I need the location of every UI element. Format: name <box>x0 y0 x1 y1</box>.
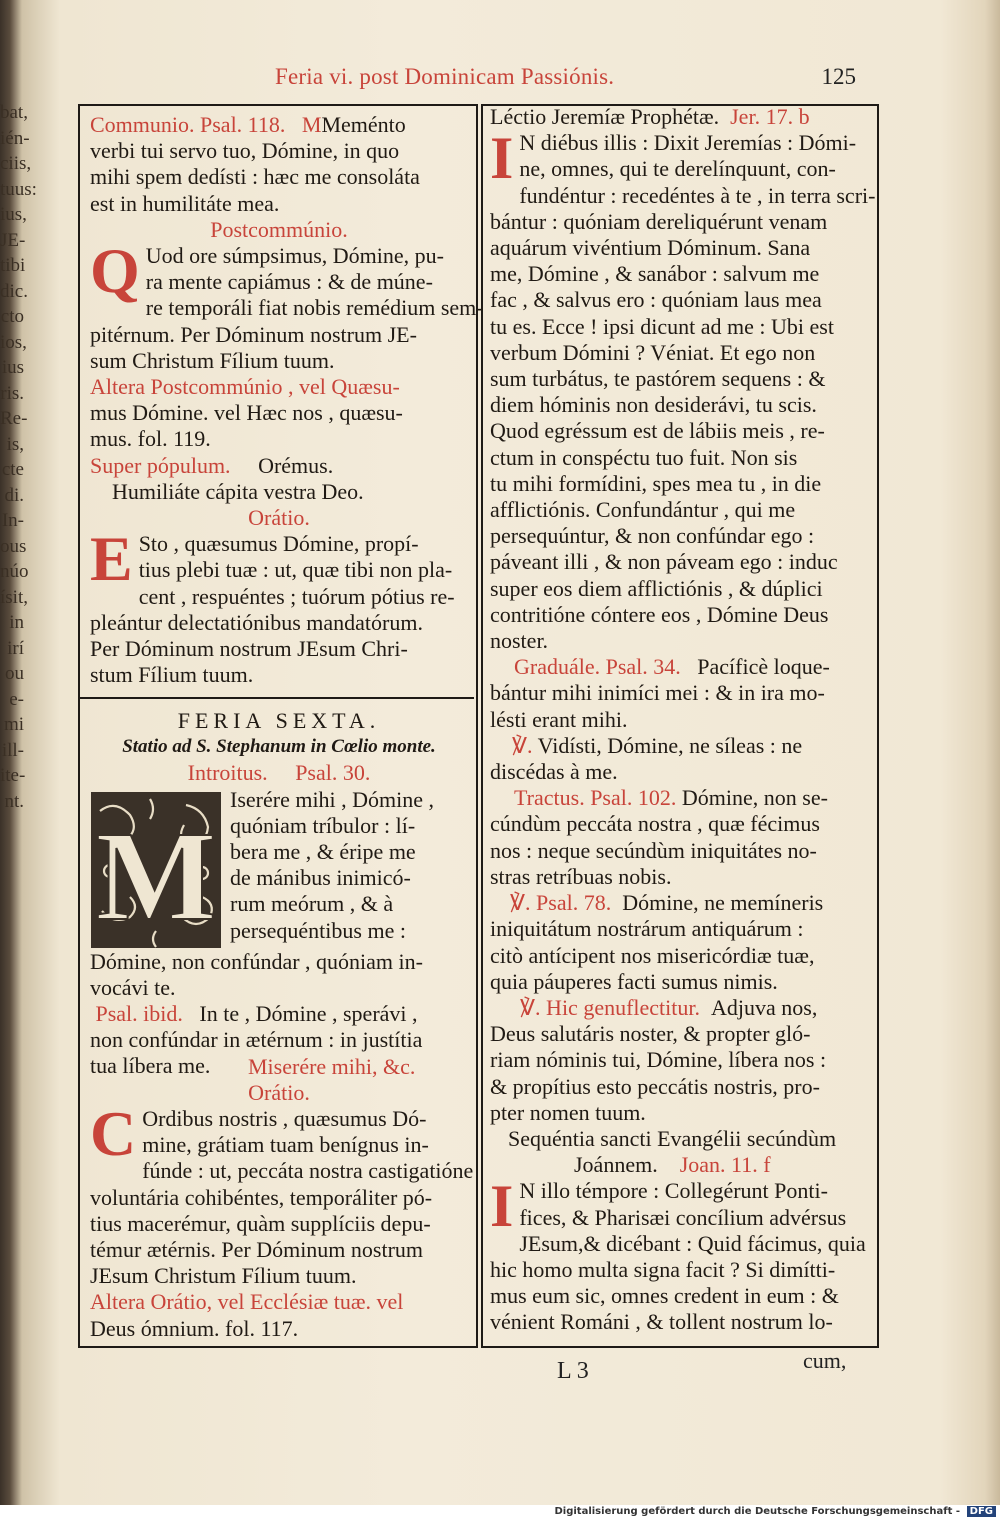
altera-oratio-2: Deus ómnium. fol. 117. <box>90 1315 299 1341</box>
lectio-line: fac , & salvus ero : quóniam laus mea <box>490 287 822 313</box>
previous-page-fragment: ou <box>5 663 24 684</box>
versicle-2-line: iniquitátum nostrárum antiquárum : <box>490 916 804 942</box>
oratio-1-line: Sto , quæsumus Dómine, propí- <box>138 531 419 557</box>
oratio-2-initial: C <box>90 1098 137 1170</box>
lectio-line: persequúntur, & non confúndar ego : <box>490 523 815 549</box>
previous-page-fragment: tibi <box>0 255 26 276</box>
tractus-text: Dómine, non se- <box>681 785 828 811</box>
digitization-footer <box>0 1505 1000 1521</box>
oratio-2-line: voluntária cohibéntes, temporáliter pó- <box>90 1184 433 1210</box>
graduale-label: Graduále. Psal. 34. <box>514 654 681 680</box>
versicle-1b: discédas à me. <box>490 759 618 785</box>
previous-page-fragment: is, <box>6 433 24 455</box>
previous-page-fragment: in <box>9 612 24 633</box>
joannem: Joánnem. <box>574 1152 658 1178</box>
left-column-lower <box>90 706 474 1342</box>
running-head <box>90 64 880 98</box>
lectio-line: ctum in conspéctu tuo fuit. Non sis <box>490 444 798 470</box>
previous-page-fragment: ris. <box>0 382 24 404</box>
previous-page-fragment: nt. <box>4 790 24 812</box>
postcommunio-line: Uod ore súmpsimus, Dómine, pu- <box>145 243 444 269</box>
lectio-line: contritióne cóntere eos , Dómine Deus <box>490 601 829 627</box>
lectio-block <box>490 125 876 654</box>
oratio-1-initial: E <box>90 523 133 595</box>
dfg-logo: DFG <box>967 1506 996 1517</box>
oratio-1-text <box>90 523 468 688</box>
introitus-block <box>90 786 468 947</box>
previous-page-fragment: ius <box>1 357 24 378</box>
altera-postcommunio-2: mus Dómine. vel Hæc nos , quæsu- <box>90 400 403 426</box>
oratio-2-line: JEsum Christum Fílium tuum. <box>90 1263 357 1289</box>
previous-page-fragment: cte <box>1 459 24 480</box>
previous-page-fragment: JE- <box>0 229 26 251</box>
genuflectitur-line <box>490 995 870 1021</box>
genuflectitur-line: riam nóminis tui, Dómine, líbera nos : <box>490 1047 827 1073</box>
oratio-2-block <box>90 1098 474 1289</box>
right-column <box>490 104 876 1336</box>
oratio-1-line: tius plebi tuæ : ut, quæ tibi non pla- <box>138 557 453 583</box>
graduale-line <box>490 654 870 680</box>
previous-page-fragment: bat, <box>0 102 28 123</box>
introitus-line: de mánibus inimicó- <box>230 865 411 891</box>
evangelium-line: JEsum,& dicébant : Quid fácimus, quia <box>519 1230 866 1256</box>
oratio-2-line: fúnde : ut, peccáta nostra castigatióne <box>142 1158 474 1184</box>
previous-page-fragment: ius, <box>0 204 27 225</box>
tractus-continued <box>490 811 870 890</box>
signature-mark: L 3 <box>557 1358 589 1384</box>
previous-page-fragment: ill- <box>1 739 24 761</box>
oratio-2-line: témur ætérnis. Per Dóminum nostrum <box>90 1237 424 1263</box>
versicle-2-text: Dómine, ne memíneris <box>622 890 824 916</box>
tractus-line <box>490 785 870 811</box>
section-rule <box>80 697 474 699</box>
graduale-line: lésti erant mihi. <box>490 706 628 732</box>
previous-page-fragment: e- <box>9 688 24 710</box>
oratio-2-line: Ordibus nostris , quæsumus Dó- <box>142 1106 427 1132</box>
previous-page-fragment: ién- <box>0 127 30 149</box>
previous-page-fragment: di. <box>4 484 24 506</box>
psal-ibid-text: In te , Dómine , sperávi , <box>199 1001 418 1027</box>
lectio-line: aquárum vivéntium Dóminum. Sana <box>490 235 811 261</box>
genuflectitur-continued <box>490 1021 870 1126</box>
humiliate-line: Humiliáte cápita vestra Deo. <box>112 478 364 504</box>
sequentia-line: Sequéntia sancti Evangélii secúndùm <box>508 1125 837 1151</box>
versicle-2-line: citò antícipent nos misericórdiæ tuæ, <box>490 942 815 968</box>
communio-text <box>90 138 468 217</box>
evangelium-line: hic homo multa signa facit ? Si dimítti- <box>490 1256 836 1282</box>
lectio-line: Quod egréssum est de lábiis meis , re- <box>490 418 825 444</box>
previous-page-fragment: ios, <box>0 331 27 353</box>
left-column-upper <box>90 112 484 688</box>
evangelium-block <box>490 1173 870 1335</box>
tractus-label: Tractus. Psal. 102. <box>514 785 677 811</box>
oratio-2-line: mine, grátiam tuam benígnus in- <box>142 1132 429 1158</box>
introitus-line: bera me , & éripe me <box>230 839 416 865</box>
versicle-2-label: ℣. Psal. 78. <box>510 890 612 916</box>
lectio-line: páveant illi , & non páveam ego : induc <box>490 549 838 575</box>
communio-label: Communio. Psal. 118. <box>90 112 286 137</box>
oremus: Orémus. <box>258 452 334 478</box>
postcommunio-line: ra mente capiámus : & de múne- <box>145 269 433 295</box>
psal-ibid-label: Psal. ibid. <box>95 1001 183 1027</box>
page-number: 125 <box>821 64 856 89</box>
postcommunio-line: re temporáli fiat nobis remédium sem- <box>145 295 484 321</box>
super-populum-label: Super pópulum. <box>90 452 231 478</box>
joannem-line <box>490 1152 870 1178</box>
lectio-initial: I <box>490 125 514 192</box>
evangelium-line: vénient Románi , & tollent nostrum lo- <box>490 1309 833 1335</box>
tractus-line: stras retríbuas nobis. <box>490 863 672 889</box>
genuflectitur-line: & propítius esto peccátis nostris, pro- <box>490 1073 820 1099</box>
evangelium-line: mus eum sic, omnes credent in eum : & <box>490 1283 839 1309</box>
previous-page-fragment: ous <box>0 535 27 557</box>
evangelium-line: N illo témpore : Collegérunt Ponti- <box>519 1178 828 1204</box>
introitus-line: persequéntibus me : <box>230 917 406 943</box>
lectio-text <box>490 125 876 654</box>
feria-sexta-title: FERIA SEXTA. <box>177 708 381 733</box>
lectio-line: afflictiónis. Confundántur , qui me <box>490 497 796 523</box>
introitus-continued-line: vocávi te. <box>90 974 176 1000</box>
communio-line: verbi tui servo tuo, Dómine, in quo <box>90 138 400 164</box>
graduale-continued <box>490 680 870 732</box>
oratio-1-line: Per Dóminum nostrum JEsum Chri- <box>90 636 408 662</box>
previous-page-fragment: núo <box>0 561 29 582</box>
lectio-line: tu mihi formídini, spes mea tu , in die <box>490 470 822 496</box>
introitus-psal: Psal. 30. <box>295 760 371 786</box>
lectio-line: noster. <box>490 628 549 654</box>
communio-line: mihi spem dedísti : hæc me consoláta <box>90 164 420 190</box>
postcommunio-line: sum Christum Fílium tuum. <box>90 347 335 373</box>
oratio-2-line: tius macerémur, quàm supplíciis depu- <box>90 1210 431 1236</box>
graduale-text: Pacíficè loque- <box>697 654 830 680</box>
genuflectitur-text: Adjuva nos, <box>711 994 818 1020</box>
previous-page-edge <box>0 100 37 1250</box>
lectio-line: sum turbátus, te pastórem sequens : & <box>490 366 826 392</box>
previous-page-fragment: dic. <box>0 280 28 302</box>
graduale-line: bántur mihi inimíci mei : & in ira mo- <box>490 680 825 706</box>
previous-page-fragment: cto <box>0 306 24 327</box>
lectio-line: super eos diem afflictiónis , & dúplici <box>490 575 823 601</box>
svg-text:M: M <box>95 804 217 947</box>
genuflectitur-line: Deus salutáris noster, & propter gló- <box>490 1021 811 1047</box>
versicle-2-line <box>490 890 870 916</box>
introitus-line: quóniam tríbulor : lí- <box>230 812 416 838</box>
lectio-label: Léctio Jeremíæ Prophétæ. <box>490 104 720 129</box>
oratio-heading-2: Orátio. <box>248 1079 310 1105</box>
oratio-heading-1: Orátio. <box>248 505 310 531</box>
lectio-line: diem hóminis non desiderávi, tu scis. <box>490 392 817 418</box>
previous-page-fragment: mi <box>3 714 24 735</box>
psal-ibid-line: non confúndar in ætérnum : in justítia <box>90 1027 423 1053</box>
oratio-1-line: cent , respuéntes ; tuórum pótius re- <box>138 583 455 609</box>
postcommunio-initial: Q <box>90 235 140 307</box>
altera-oratio: Altera Orátio, vel Ecclésiæ tuæ. vel <box>90 1289 404 1315</box>
introitus-text-continued <box>90 949 468 1001</box>
lectio-ref: Jer. 17. b <box>730 104 810 129</box>
versicle-2-line: quia páuperes facti sumus nimis. <box>490 968 778 994</box>
evangelium-text <box>490 1173 870 1335</box>
lectio-line: tu es. Ecce ! ipsi dicunt ad me : Ubi est <box>490 313 834 339</box>
lectio-line: verbum Dómini ? Véniat. Et ego non <box>490 339 816 365</box>
communio-line: est in humilitáte mea. <box>90 190 280 216</box>
tractus-line: cúndùm peccáta nostra , quæ fécimus <box>490 811 820 837</box>
oratio-2-text <box>90 1098 474 1289</box>
evangelium-line: fices, & Pharisæi concílium advérsus <box>519 1204 847 1230</box>
miserere: Miserére mihi, &c. <box>248 1053 416 1079</box>
lectio-line: me, Dómine , & sanábor : salvum me <box>490 261 820 287</box>
introitus-line: Iserére mihi , Dómine , <box>230 786 435 812</box>
catchword: cum, <box>803 1348 847 1373</box>
versicle-1: Vidísti, Dómine, ne síleas : ne <box>537 732 803 758</box>
postcommunio-heading: Postcommúnio. <box>210 216 348 242</box>
versicle-2-continued <box>490 916 870 995</box>
lectio-line <box>490 104 870 130</box>
tractus-line: nos : neque secúndùm iniquitátes no- <box>490 837 817 863</box>
oratio-1-line: pleántur delectatiónibus mandatórum. <box>90 609 423 635</box>
previous-page-fragment: In- <box>1 510 24 531</box>
decorated-initial-m <box>90 791 222 949</box>
statio-line: Statio ad S. Stephanum in Cœlio monte. <box>122 736 436 758</box>
postcommunio-line: pitérnum. Per Dóminum nostrum JE- <box>90 321 417 347</box>
previous-page-fragment: ite- <box>0 765 26 786</box>
oratio-1-line: stum Fílium tuum. <box>90 662 254 688</box>
previous-page-fragment: ciis, <box>0 153 32 174</box>
psal-ibid-line: tua líbera me. <box>90 1053 211 1079</box>
postcommunio-block <box>90 235 484 374</box>
communio-line: Communio. Psal. 118. MMeménto <box>90 112 406 137</box>
running-head-title: Feria vi. post Dominicam Passiónis. <box>275 64 615 89</box>
lectio-line: fundéntur : recedéntes à te , in terra scri- <box>519 182 876 208</box>
versicle-1-line <box>490 733 870 759</box>
introitus-line <box>90 760 468 786</box>
super-populum-line <box>90 453 468 479</box>
lectio-line: bántur : quóniam dereliquérunt venam <box>490 208 828 234</box>
postcommunio-text <box>90 235 484 374</box>
previous-page-fragment: tuus: <box>0 178 37 200</box>
altera-postcommunio: Altera Postcommúnio , vel Quæsu- <box>90 374 400 400</box>
introitus-label: Introitus. <box>187 760 268 786</box>
lectio-line: ne, omnes, qui te derelínquunt, con- <box>519 156 836 182</box>
introitus-line: rum meórum , & à <box>230 891 394 917</box>
altera-postcommunio-3: mus. fol. 119. <box>90 426 211 452</box>
genuflectitur-label: ℣. Hic genuflectitur. <box>520 994 700 1020</box>
footer-credit: Digitalisierung gefördert durch die Deutsche Forschungsgemeinschaft - <box>554 1506 960 1517</box>
previous-page-fragment: Re- <box>0 408 28 429</box>
evangelium-initial: I <box>490 1173 514 1240</box>
introitus-continued-line: Dómine, non confúndar , quóniam in- <box>90 948 423 974</box>
versicle-1-sign: ℣. <box>512 732 533 758</box>
previous-page-fragment: irí <box>7 637 24 659</box>
genuflectitur-line: pter nomen tuum. <box>490 1099 646 1125</box>
communio-first-word: Meménto <box>321 112 406 137</box>
joannem-ref: Joan. 11. f <box>679 1152 771 1178</box>
psal-ibid-line <box>90 1001 468 1027</box>
oratio-1-block <box>90 523 468 688</box>
lectio-line: N diébus illis : Dixit Jeremías : Dómi- <box>519 130 857 156</box>
previous-page-fragment: ísit, <box>0 586 28 608</box>
